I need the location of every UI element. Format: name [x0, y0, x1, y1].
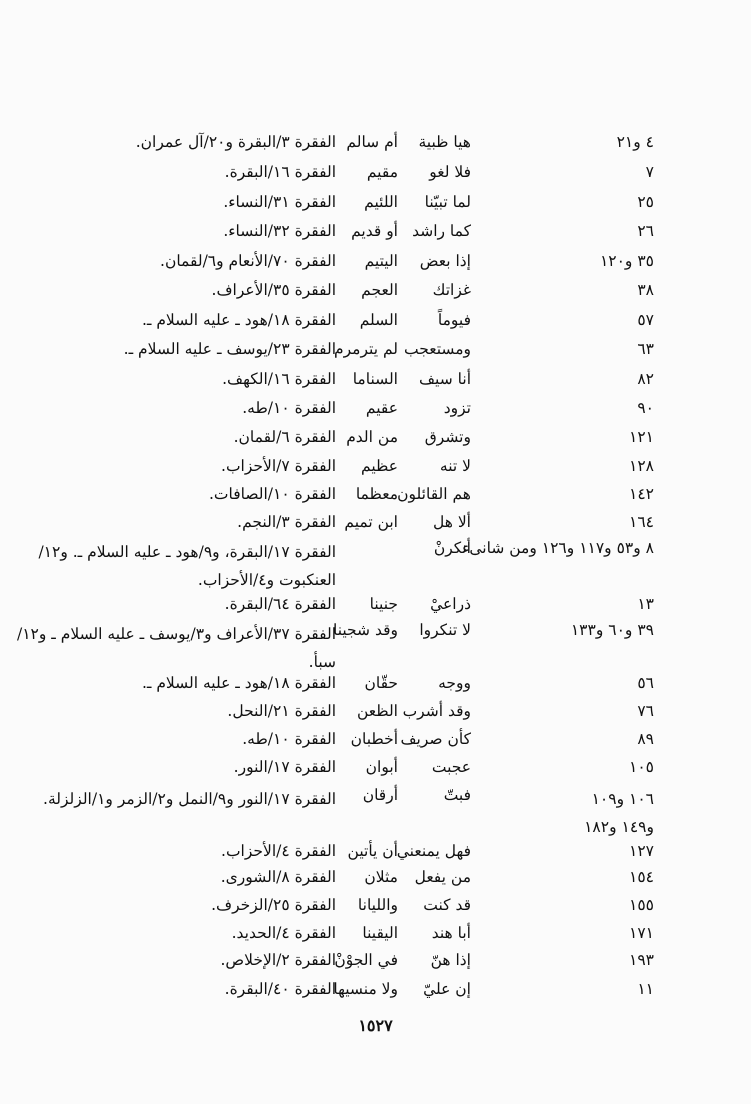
entry-verse-start: فلا لغو	[429, 163, 471, 181]
entry-verse-end: أخطبان	[350, 730, 398, 748]
entry-number: ١٢٧	[629, 842, 654, 860]
entry-verse-end: اليتيم	[364, 252, 398, 270]
entry-number: ٢٥	[637, 193, 654, 211]
entry-number: ١١	[637, 980, 654, 998]
entry-verse-end: عقيم	[365, 399, 398, 417]
entry-verse-start: إن عليّ	[423, 980, 471, 998]
entry-verse-end: معظما	[355, 485, 398, 503]
entry-verse-end: الظعن	[356, 702, 398, 720]
entry-reference: الفقرة ٤/الأحزاب.	[221, 842, 336, 860]
entry-number: ٨٢	[637, 370, 654, 388]
entry-verse-end: مثلان	[364, 868, 398, 886]
entry-reference: الفقرة ٣٢/النساء.	[223, 222, 336, 240]
entry-verse-start: إذا هنّ	[430, 951, 471, 969]
entry-number: ٤ و٢١	[616, 133, 654, 151]
entry-number: ١٢١	[629, 428, 654, 446]
entry-verse-end: لم يترمرم	[334, 340, 398, 358]
entry-verse-end: في الجوْنْ	[334, 951, 398, 969]
entry-reference: الفقرة ١٧/البقرة، و٩/هود ـ عليه السلام ـ. و١٢/العنكبوت و٤/الأحزاب.	[38, 543, 336, 589]
entry-verse-end: اليقينا	[362, 924, 398, 942]
entry-verse-start: هيا ظبية	[418, 133, 471, 151]
entry-verse-start: ذراعيْ	[430, 595, 471, 613]
entry-verse-end: ابن تميم	[344, 513, 398, 531]
entry-reference: الفقرة ٣٧/الأعراف و٣/يوسف ـ عليه السلام ـ و١٢/سبأ.	[16, 625, 336, 671]
entry-verse-start: فهل يمنعني	[396, 842, 471, 860]
entry-verse-end: والليانا	[357, 896, 398, 914]
entry-verse-end: اللئيم	[364, 193, 398, 211]
entry-verse-start: هم القائلون	[397, 485, 471, 503]
entry-verse-start: لا تنه	[439, 457, 471, 475]
entry-verse-end: جنينا	[369, 595, 398, 613]
entry-verse-start: كأن صريف	[400, 730, 471, 748]
entry-reference: الفقرة ١٨/هود ـ عليه السلام ـ.	[141, 674, 336, 692]
entry-verse-end: أو قديم	[351, 222, 398, 240]
entry-verse-end: أن يأتين	[347, 842, 398, 860]
entry-reference: الفقرة ١٠/الصافات.	[208, 485, 336, 503]
entry-reference: الفقرة ٧٠/الأنعام و٦/لقمان.	[160, 252, 336, 270]
entry-reference: الفقرة ١٠/طه.	[242, 730, 336, 748]
entry-verse-start: لما تبيّنا	[424, 193, 471, 211]
entry-reference: الفقرة ٢٣/يوسف ـ عليه السلام ـ.	[123, 340, 336, 358]
entry-reference: الفقرة ٢/الإخلاص.	[220, 951, 336, 969]
entry-number: ٢٦	[637, 222, 654, 240]
entry-reference: الفقرة ٧/الأحزاب.	[221, 457, 336, 475]
entry-verse-start: أبا هند	[431, 924, 471, 942]
entry-number: ١٧١	[629, 924, 654, 942]
entry-verse-start: أنا سيف	[419, 370, 471, 388]
entry-number: ٣٥ و١٢٠	[599, 252, 654, 270]
entry-verse-end: من الدم	[346, 428, 398, 446]
entry-number: ٧	[645, 163, 654, 181]
entry-verse-start: تزود	[443, 399, 471, 417]
entry-number: ٣٩ و٦٠ و١٣٣	[570, 621, 654, 639]
entry-verse-start: عجبت	[431, 758, 471, 776]
entry-reference: الفقرة ٤/الحديد.	[231, 924, 336, 942]
entry-reference: الفقرة ٣١/النساء.	[223, 193, 336, 211]
entry-verse-start: من يفعل	[414, 868, 471, 886]
entry-verse-end: وقد شجينا	[332, 621, 398, 639]
entry-verse-start: أنكرنْ	[433, 539, 471, 557]
entry-reference: الفقرة ٣/البقرة و٢٠/آل عمران.	[135, 133, 336, 151]
entry-verse-end: حقّان	[364, 674, 398, 692]
entry-verse-start: ومستعجب	[404, 340, 471, 358]
entry-reference: الفقرة ١٧/النور و٩/النمل و٢/الزمر و١/الزلزلة.	[43, 790, 336, 808]
entry-verse-start: ألا هل	[433, 513, 471, 531]
entry-reference: الفقرة ٣/النجم.	[237, 513, 336, 531]
entry-number: ١٦٤	[629, 513, 654, 531]
entry-number: ٥٧	[637, 311, 654, 329]
entry-number: ١٠٦ و١٠٩ و١٤٩ و١٨٢	[584, 790, 654, 836]
entry-verse-end: أرقان	[362, 786, 398, 804]
entry-number: ١٥٥	[629, 896, 654, 914]
entry-number: ١٢٨	[629, 457, 654, 475]
entry-verse-start: لا تنكروا	[419, 621, 471, 639]
entry-number: ١٠٥	[629, 758, 654, 776]
entry-number: ١٥٤	[629, 868, 654, 886]
entry-number: ١٣	[637, 595, 654, 613]
entry-reference: الفقرة ١٨/هود ـ عليه السلام ـ.	[141, 311, 336, 329]
entry-reference: الفقرة ٦٤/البقرة.	[224, 595, 336, 613]
entry-verse-end: أم سالم	[346, 133, 398, 151]
entry-reference: الفقرة ٨/الشورى.	[220, 868, 336, 886]
entry-verse-start: ووجه	[438, 674, 471, 692]
entry-reference: الفقرة ٤٠/البقرة.	[224, 980, 336, 998]
entry-verse-start: قد كنت	[423, 896, 471, 914]
entry-number: ٨ و٥٣ و١١٧ و١٢٦ ومن شانىء	[462, 539, 654, 557]
entry-number: ٧٦	[637, 702, 654, 720]
entry-reference: الفقرة ١٧/النور.	[233, 758, 336, 776]
entry-verse-start: إذا بعض	[419, 252, 471, 270]
entry-reference: الفقرة ١٦/البقرة.	[224, 163, 336, 181]
entry-verse-end: السلم	[359, 311, 398, 329]
entry-number: ٦٣	[637, 340, 654, 358]
entry-verse-end: مقيم	[366, 163, 398, 181]
entry-reference: الفقرة ٦/لقمان.	[233, 428, 336, 446]
entry-reference: الفقرة ١٦/الكهف.	[222, 370, 336, 388]
entry-number: ٨٩	[637, 730, 654, 748]
entry-verse-start: كما راشد	[412, 222, 471, 240]
entry-verse-start: غزاتك	[432, 281, 471, 299]
entry-verse-start: فبتّ	[443, 786, 471, 804]
entry-verse-end: عظيم	[361, 457, 398, 475]
entry-reference: الفقرة ٢١/النحل.	[227, 702, 336, 720]
entry-reference: الفقرة ١٠/طه.	[242, 399, 336, 417]
entry-reference: الفقرة ٢٥/الزخرف.	[211, 896, 336, 914]
entry-verse-end: السناما	[352, 370, 398, 388]
entry-verse-start: وقد أشرب	[402, 702, 471, 720]
entry-verse-start: وتشرق	[424, 428, 471, 446]
entry-verse-end: العجم	[361, 281, 398, 299]
entry-verse-end: ولا منسيها	[333, 980, 398, 998]
entry-number: ١٩٣	[629, 951, 654, 969]
page-number: ١٥٢٧	[358, 1016, 393, 1035]
entry-number: ٣٨	[637, 281, 654, 299]
entry-verse-start: فيوماً	[437, 311, 471, 329]
entry-number: ٩٠	[637, 399, 654, 417]
entry-reference: الفقرة ٣٥/الأعراف.	[211, 281, 336, 299]
entry-verse-end: أبوان	[365, 758, 398, 776]
entry-number: ٥٦	[637, 674, 654, 692]
entry-number: ١٤٢	[629, 485, 654, 503]
